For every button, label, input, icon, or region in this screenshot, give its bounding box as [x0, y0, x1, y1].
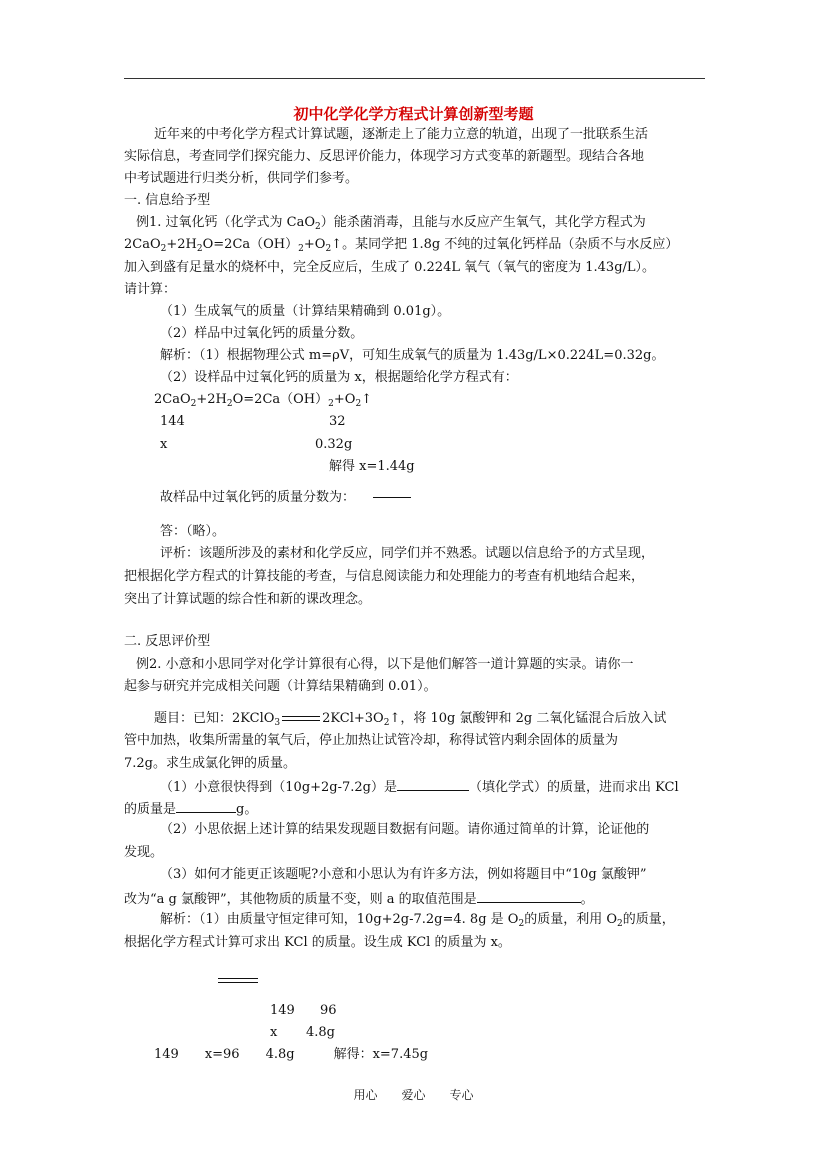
- question-2: （2）样品中过氧化钙的质量分数。: [160, 326, 364, 341]
- review-line-2: 把根据化学方程式的计算技能的考查，与信息阅读能力和处理能力的考查有机地结合起来，: [124, 569, 645, 584]
- question-1: （1）生成氧气的质量（计算结果精确到 0.01g）。: [160, 304, 451, 319]
- part2-line-1: （2）小思依据上述计算的结果发现题目数据有问题。请你通过简单的计算，论证他的: [160, 822, 650, 837]
- mass-x: x: [160, 437, 168, 452]
- equation-double-bar: [218, 978, 258, 983]
- example1-line-4: 请计算：: [124, 282, 177, 297]
- range-blank[interactable]: [477, 890, 581, 903]
- solution-1: 解析：（1）根据物理公式 m=ρV，可知生成氧气的质量为 1.43g/L×0.224L=0.32g。: [160, 348, 665, 363]
- intro-line-1: 近年来的中考化学方程式计算试题，逐渐走上了能力立意的轨道，出现了一批联系生活: [154, 127, 649, 142]
- analysis-line-1: 解析：（1）由质量守恒定律可知，10g+2g-7.2g=4. 8g 是 $O_2$的质量，利用 $O_2$的质量，: [160, 912, 675, 929]
- section2-heading: 二. 反思评价型: [124, 634, 211, 649]
- kcl-mass-blank[interactable]: [176, 800, 236, 813]
- coef-4-8g: 4.8g: [306, 1025, 335, 1040]
- section1-heading: 一. 信息给予型: [124, 193, 211, 208]
- solution-equation: $2CaO_2+2H_2O=2Ca(OH)_2+O_2↑$: [154, 392, 373, 409]
- part1-line-2: 的质量是 g。: [124, 802, 258, 817]
- header-rule: [124, 78, 705, 79]
- final-result-line: 149 x=96 4.8g 解得：x=7.45g: [154, 1047, 429, 1062]
- part3-line-2: 改为“a g 氯酸钾”，其他物质的质量不变，则 a 的取值范围是 。: [124, 892, 594, 907]
- example2-line-2: 起参与研究并完成相关问题（计算结果精确到 0.01）。: [124, 679, 437, 694]
- solution-2: （2）设样品中过氧化钙的质量为 x，根据题给化学方程式有：: [160, 370, 518, 385]
- mass-0-32g: 0.32g: [315, 437, 353, 452]
- fraction-line: 故样品中过氧化钙的质量分数为：: [160, 490, 356, 505]
- example1-line-1: 例1. 过氧化钙（化学式为 CaO$_2$）能杀菌消毒，且能与水反应产生氧气，其化学方程式为: [136, 215, 646, 232]
- example2-line-1: 例2. 小意和小思同学对化学计算很有心得，以下是他们解答一道计算题的实录。请你一: [136, 657, 634, 672]
- example1-line-3: 加入到盛有足量水的烧杯中，完全反应后，生成了 0.224L 氧气（氧气的密度为 1.43g/L）。: [124, 260, 656, 275]
- review-line-1: 评析：该题所涉及的素材和化学反应，同学们并不熟悉。试题以信息给予的方式呈现，: [160, 546, 655, 561]
- problem-line-1: 题目：已知：2KClO$_3$ $2KCl+3O_2↑$，将 10g 氯酸钾和 2g 二氧化锰混合后放入试: [154, 711, 667, 728]
- intro-line-2: 实际信息，考查同学们探究能力、反思评价能力，体现学习方式变革的新题型。现结合各地: [124, 149, 645, 164]
- intro-line-3: 中考试题进行归类分析，供同学们参考。: [124, 171, 359, 186]
- mass-32: 32: [329, 414, 346, 429]
- part2-line-2: 发现。: [124, 845, 164, 860]
- analysis-line-2: 根据化学方程式计算可求出 KCl 的质量。设生成 KCl 的质量为 x。: [124, 935, 511, 950]
- problem-line-3: 7.2g。求生成氯化钾的质量。: [124, 756, 296, 771]
- result-x: 解得 x=1.44g: [329, 459, 415, 474]
- page-footer: 用心 爱心 专心: [353, 1088, 474, 1102]
- problem-line-2: 管中加热，收集所需量的氧气后，停止加热让试管冷却，称得试管内剩余固体的质量为: [124, 733, 619, 748]
- example1-equation-line: $2CaO_2+2H_2O=2Ca(OH)_2+O_2↑$。某同学把 1.8g 不纯的过氧化钙样品（杂质不与水反应）: [124, 237, 679, 254]
- formula-blank[interactable]: [397, 778, 469, 791]
- coef-x: x: [270, 1025, 278, 1040]
- coef-149: 149: [270, 1003, 295, 1018]
- review-line-3: 突出了计算试题的综合性和新的课改理念。: [124, 592, 372, 607]
- coef-96: 96: [320, 1003, 337, 1018]
- fraction-bar: [373, 497, 411, 498]
- answer-line: 答：（略）。: [160, 524, 226, 539]
- mass-144: 144: [160, 414, 185, 429]
- part1-line-1: （1）小意很快得到（10g+2g-7.2g）是 （填化学式）的质量，进而求出 KCl: [160, 780, 679, 795]
- part3-line-1: （3）如何才能更正该题呢?小意和小思认为有许多方法，例如将题目中“10g 氯酸钾”: [160, 867, 647, 882]
- page-title: 初中化学化学方程式计算创新型考题: [293, 105, 534, 123]
